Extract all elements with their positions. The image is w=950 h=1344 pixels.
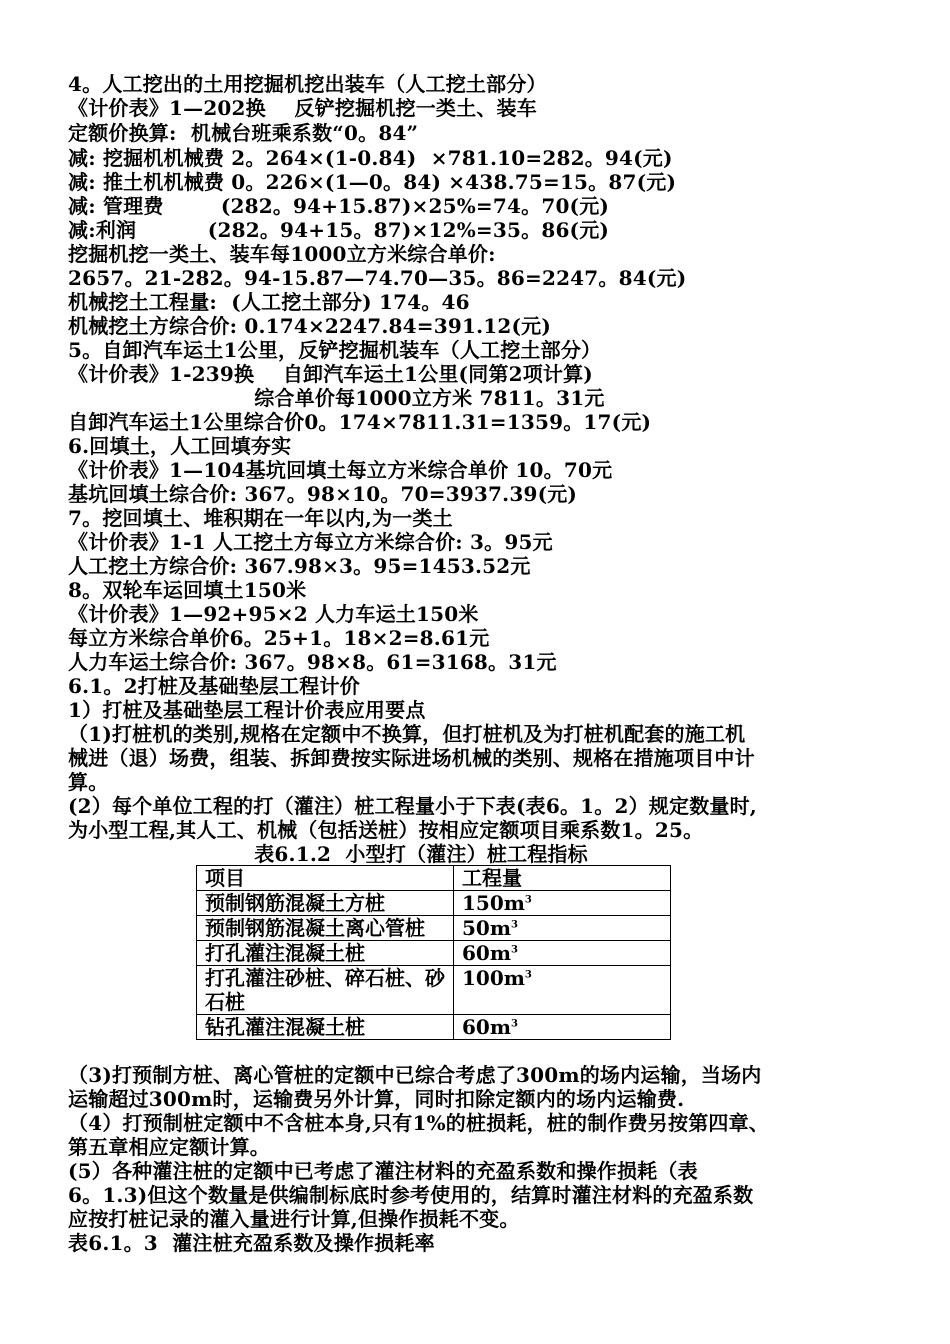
- table-cell-qty: $100m^3$: [454, 966, 671, 1015]
- text-line: (2）每个单位工程的打（灌注）桩工程量小于下表(表6。1。2）规定数量时,: [68, 794, 757, 818]
- table-row: [197, 891, 671, 916]
- table-cell-qty: $60m^3$: [454, 1015, 671, 1040]
- table-cell-item: 预制钢筋混凝土离心管桩: [197, 916, 454, 941]
- text-line: 《计价表》1—104基坑回填土每立方米综合单价 10。70元: [68, 458, 613, 482]
- text-line: 为小型工程,其人工、机械（包括送桩）按相应定额项目乘系数1。25。: [68, 818, 704, 842]
- table-cell-item: 预制钢筋混凝土方桩: [197, 891, 454, 916]
- text-line: 4。人工挖出的土用挖掘机挖出装车（人工挖土部分）: [68, 72, 547, 96]
- text-line: 7。挖回填土、堆积期在一年以内,为一类土: [68, 506, 453, 530]
- text-line: 运输超过300m时，运输费另外计算，同时扣除定额内的场内运输费.: [68, 1087, 685, 1111]
- table-row: [197, 941, 671, 966]
- table-cell-qty: $50m^3$: [454, 916, 671, 941]
- text-line: 第五章相应定额计算。: [68, 1135, 270, 1159]
- text-line: 每立方米综合单价6。25+1。18×2=8.61元: [68, 626, 490, 650]
- text-line: （4）打预制桩定额中不含桩本身,只有1%的桩损耗，桩的制作费另按第四章、: [68, 1111, 769, 1135]
- table-cell-item: 打孔灌注砂桩、碎石桩、砂石桩: [197, 966, 454, 1015]
- text-line: 《计价表》1-1 人工挖土方每立方米综合价: 3。95元: [68, 530, 553, 554]
- text-line: 机械挖土工程量: (人工挖土部分) 174。46: [68, 290, 470, 314]
- text-line: 自卸汽车运土1公里综合价0。174×7811.31=1359。17(元): [68, 410, 652, 434]
- text-line: （3)打预制方桩、离心管桩的定额中已综合考虑了300m的场内运输，当场内: [68, 1063, 762, 1087]
- table-header-row: [197, 866, 671, 891]
- table-header-cell: 工程量: [454, 866, 671, 891]
- text-line: 定额价换算: 机械台班乘系数“0。84”: [68, 121, 419, 145]
- text-line: 挖掘机挖一类土、装车每1000立方米综合单价:: [68, 242, 496, 266]
- text-line: 《计价表》1—92+95×2 人力车运土150米: [68, 602, 479, 626]
- section-heading: 6.1。2打桩及基础垫层工程计价: [68, 674, 360, 698]
- text-line: 人工挖土方综合价: 367.98×3。95=1453.52元: [68, 554, 531, 578]
- text-line: 《计价表》1-239换 自卸汽车运土1公里(同第2项计算): [68, 362, 593, 386]
- text-line: 6.回填土，人工回填夯实: [68, 434, 292, 458]
- text-line: 减: 管理费 (282。94+15.87)×25%=74。70(元): [68, 194, 610, 218]
- text-line: (5）各种灌注桩的定额中已考虑了灌注材料的充盈系数和操作损耗（表: [68, 1159, 698, 1183]
- table-cell-item: 打孔灌注混凝土桩: [197, 941, 454, 966]
- text-line: 算。: [68, 770, 109, 794]
- text-line: 械进（退）场费，组装、拆卸费按实际进场机械的类别、规格在措施项目中计: [68, 746, 755, 770]
- text-line: 人力车运土综合价: 367。98×8。61=3168。31元: [68, 650, 557, 674]
- table-header-cell: 项目: [197, 866, 454, 891]
- table-row: [197, 966, 671, 1015]
- table-caption: 表6.1。3 灌注桩充盈系数及操作损耗率: [68, 1231, 435, 1255]
- text-line: 《计价表》1—202换 反铲挖掘机挖一类土、装车: [68, 96, 537, 120]
- text-line: 1）打桩及基础垫层工程计价表应用要点: [68, 698, 426, 722]
- text-line: 应按打桩记录的灌入量进行计算,但操作损耗不变。: [68, 1207, 520, 1231]
- pile-indicator-table: [196, 865, 671, 1040]
- table-cell-qty: $60m^3$: [454, 941, 671, 966]
- text-line: （1)打桩机的类别,规格在定额中不换算，但打桩机及为打桩机配套的施工机: [68, 722, 746, 746]
- text-line: 减: 推土机机械费 0。226×(1—0。84) ×438.75=15。87(元): [68, 170, 677, 194]
- text-line: 5。自卸汽车运土1公里，反铲挖掘机装车（人工挖土部分）: [68, 338, 602, 362]
- table-row: [197, 1015, 671, 1040]
- text-line: 2657。21-282。94-15.87—74.70—35。86=2247。84(元): [68, 266, 687, 290]
- table-cell-qty: $150m^3$: [454, 891, 671, 916]
- text-line: 减: 挖掘机机械费 2。264×(1-0.84) ×781.10=282。94(元): [68, 146, 673, 170]
- text-line: 基坑回填土综合价: 367。98×10。70=3937.39(元): [68, 482, 578, 506]
- text-line: 8。双轮车运回填土150米: [68, 578, 307, 602]
- text-line: 减:利润 (282。94+15。87)×12%=35。86(元): [68, 218, 610, 242]
- table-cell-item: 钻孔灌注混凝土桩: [197, 1015, 454, 1040]
- text-line: 综合单价每1000立方米 7811。31元: [68, 386, 605, 410]
- text-line: 6。1.3)但这个数量是供编制标底时参考使用的，结算时灌注材料的充盈系数: [68, 1183, 754, 1207]
- text-line: 机械挖土方综合价: 0.174×2247.84=391.12(元): [68, 314, 552, 338]
- table-caption: 表6.1.2 小型打（灌注）桩工程指标: [68, 842, 588, 866]
- table-row: [197, 916, 671, 941]
